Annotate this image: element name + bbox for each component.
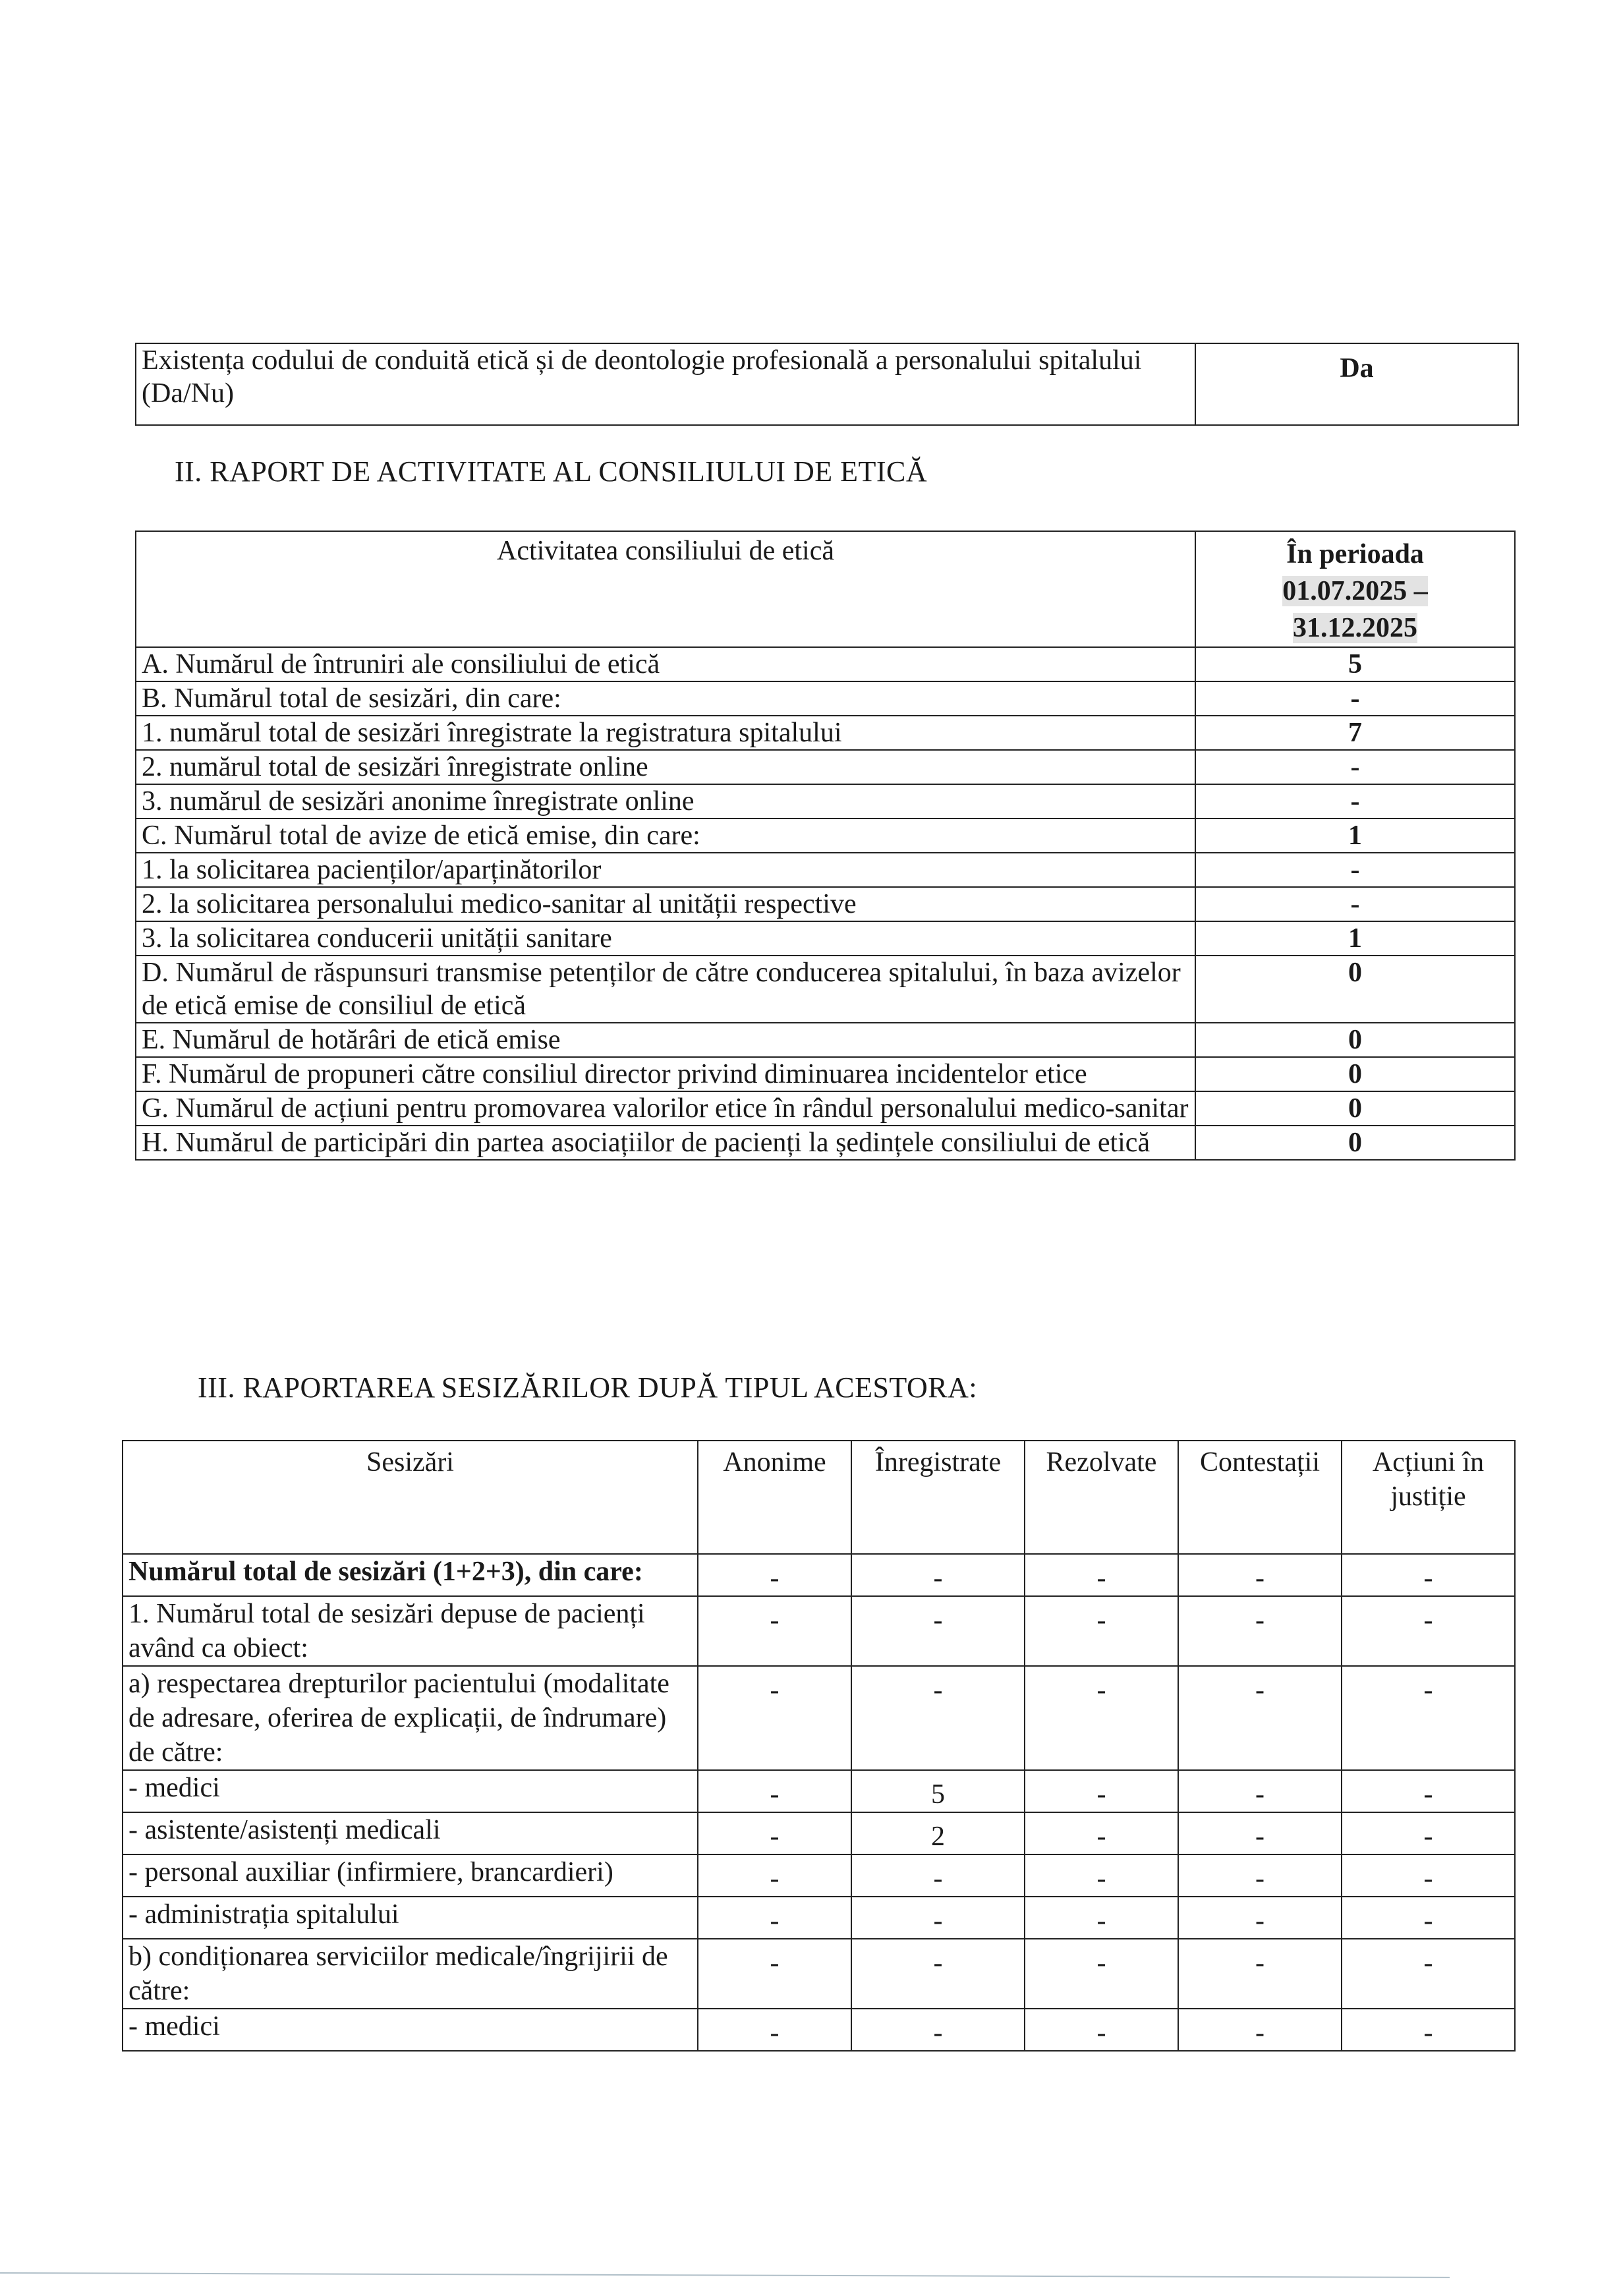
table-row [136,1023,1515,1057]
cell-rezolvate: - [1025,1939,1178,2009]
table-header-row [123,1441,1515,1554]
row-label: G. Numărul de acțiuni pentru promovarea valorilor etice în rândul personalului medico-sanitar [136,1091,1195,1126]
cell-inregistrate: - [851,2009,1025,2051]
cell-inregistrate: 5 [851,1770,1025,1812]
cell-inregistrate: - [851,1854,1025,1897]
cell-anonime: - [698,1666,851,1770]
cell-actiuni-justitie: - [1342,1897,1515,1939]
column-header-contestatii: Contestații [1178,1441,1342,1554]
table-row [136,853,1515,887]
cell-inregistrate: - [851,1666,1025,1770]
cell-contestatii: - [1178,1554,1342,1596]
scan-edge-line [0,2272,1450,2278]
section-2-heading: II. RAPORT DE ACTIVITATE AL CONSILIULUI DE ETICĂ [175,455,928,488]
row-label: a) respectarea drepturilor pacientului (modalitate de adresare, oferirea de explicații, de îndrumare) de către: [123,1666,698,1770]
cell-inregistrate: - [851,1596,1025,1666]
cell-inregistrate: - [851,1939,1025,2009]
table-row [123,1939,1515,2009]
cell-rezolvate: - [1025,1854,1178,1897]
row-label: 2. numărul total de sesizări înregistrate online [136,750,1195,784]
row-value: 0 [1195,1023,1515,1057]
cell-actiuni-justitie: - [1342,1666,1515,1770]
table-row [136,1057,1515,1091]
cell-contestatii: - [1178,1596,1342,1666]
row-value: - [1195,887,1515,921]
cell-actiuni-justitie: - [1342,1554,1515,1596]
row-label: Numărul total de sesizări (1+2+3), din care: [123,1554,698,1596]
table-row [136,818,1515,853]
cell-rezolvate: - [1025,1666,1178,1770]
column-header-rezolvate: Rezolvate [1025,1441,1178,1554]
cell-inregistrate: - [851,1554,1025,1596]
table-row [123,1812,1515,1854]
row-value: - [1195,784,1515,818]
period-end: 31.12.2025 [1293,613,1417,643]
cell-actiuni-justitie: - [1342,1854,1515,1897]
table-row [136,750,1515,784]
table-row [123,1666,1515,1770]
table-row [123,2009,1515,2051]
table-row [136,343,1518,425]
cell-actiuni-justitie: - [1342,1812,1515,1854]
cell-actiuni-justitie: - [1342,1770,1515,1812]
row-value: 0 [1195,1091,1515,1126]
cell-anonime: - [698,1596,851,1666]
cell-anonime: - [698,1939,851,2009]
period-column-header [1195,531,1515,647]
table-row [136,681,1515,716]
cell-actiuni-justitie: - [1342,2009,1515,2051]
row-label: - administrația spitalului [123,1897,698,1939]
row-label: 3. la solicitarea conducerii unității sanitare [136,921,1195,956]
cell-inregistrate: 2 [851,1812,1025,1854]
cell-anonime: - [698,1770,851,1812]
cell-contestatii: - [1178,1770,1342,1812]
table-row [136,716,1515,750]
row-value: 0 [1195,1057,1515,1091]
row-label: D. Numărul de răspunsuri transmise petenților de către conducerea spitalului, în baza avizelor de etică emise de consiliul de etică [136,956,1195,1023]
cell-contestatii: - [1178,2009,1342,2051]
row-label: H. Numărul de participări din partea asociațiilor de pacienți la ședințele consiliului de etică [136,1126,1195,1160]
table-row [123,1770,1515,1812]
table-row [136,956,1515,1023]
row-value: 5 [1195,647,1515,681]
cell-contestatii: - [1178,1812,1342,1854]
row-label: - asistente/asistenți medicali [123,1812,698,1854]
cell-anonime: - [698,1897,851,1939]
row-value: - [1195,750,1515,784]
table-row [136,887,1515,921]
cell-rezolvate: - [1025,1596,1178,1666]
cell-contestatii: - [1178,1897,1342,1939]
row-label: 2. la solicitarea personalului medico-sanitar al unității respective [136,887,1195,921]
section-3-heading: III. RAPORTAREA SESIZĂRILOR DUPĂ TIPUL ACESTORA: [198,1371,978,1404]
row-label: E. Numărul de hotărâri de etică emise [136,1023,1195,1057]
cell-contestatii: - [1178,1939,1342,2009]
table-row [136,647,1515,681]
row-value: - [1195,681,1515,716]
table-row [136,1091,1515,1126]
code-of-conduct-table [135,343,1519,426]
code-of-conduct-question: Existența codului de conduită etică și de deontologie profesională a personalului spitalului (Da/Nu) [136,343,1195,425]
table-header-row [136,531,1515,647]
row-value: 0 [1195,956,1515,1023]
row-label: - medici [123,2009,698,2051]
row-label: 3. numărul de sesizări anonime înregistrate online [136,784,1195,818]
row-label: B. Numărul total de sesizări, din care: [136,681,1195,716]
cell-rezolvate: - [1025,1812,1178,1854]
column-header-actiuni-justitie: Acțiuni în justiție [1342,1441,1515,1554]
row-value: - [1195,853,1515,887]
row-value: 7 [1195,716,1515,750]
cell-rezolvate: - [1025,1897,1178,1939]
table-row [123,1554,1515,1596]
row-label: - medici [123,1770,698,1812]
table-row [136,921,1515,956]
column-header-anonime: Anonime [698,1441,851,1554]
cell-rezolvate: - [1025,2009,1178,2051]
column-header-inregistrate: Înregistrate [851,1441,1025,1554]
row-label: 1. numărul total de sesizări înregistrate la registratura spitalului [136,716,1195,750]
cell-anonime: - [698,1812,851,1854]
complaints-by-type-table [122,1440,1516,2052]
row-label: 1. Numărul total de sesizări depuse de pacienți având ca obiect: [123,1596,698,1666]
table-row [123,1854,1515,1897]
table-row [123,1596,1515,1666]
period-label: În perioada [1286,539,1424,569]
cell-contestatii: - [1178,1666,1342,1770]
cell-anonime: - [698,1854,851,1897]
cell-anonime: - [698,2009,851,2051]
ethics-council-activity-table [135,531,1516,1161]
row-label: - personal auxiliar (infirmiere, brancardieri) [123,1854,698,1897]
activity-column-header: Activitatea consiliului de etică [136,531,1195,647]
row-value: 1 [1195,818,1515,853]
row-label: A. Numărul de întruniri ale consiliului de etică [136,647,1195,681]
row-label: C. Numărul total de avize de etică emise, din care: [136,818,1195,853]
table-row [123,1897,1515,1939]
row-value: 1 [1195,921,1515,956]
cell-rezolvate: - [1025,1554,1178,1596]
column-header-sesizari: Sesizări [123,1441,698,1554]
cell-anonime: - [698,1554,851,1596]
cell-contestatii: - [1178,1854,1342,1897]
cell-actiuni-justitie: - [1342,1596,1515,1666]
row-label: 1. la solicitarea pacienților/aparținătorilor [136,853,1195,887]
code-of-conduct-answer: Da [1195,343,1518,425]
row-value: 0 [1195,1126,1515,1160]
cell-rezolvate: - [1025,1770,1178,1812]
period-start: 01.07.2025 – [1282,576,1428,606]
row-label: F. Numărul de propuneri către consiliul director privind diminuarea incidentelor etice [136,1057,1195,1091]
table-row [136,1126,1515,1160]
table-row [136,784,1515,818]
row-label: b) condiționarea serviciilor medicale/îngrijirii de către: [123,1939,698,2009]
cell-inregistrate: - [851,1897,1025,1939]
cell-actiuni-justitie: - [1342,1939,1515,2009]
